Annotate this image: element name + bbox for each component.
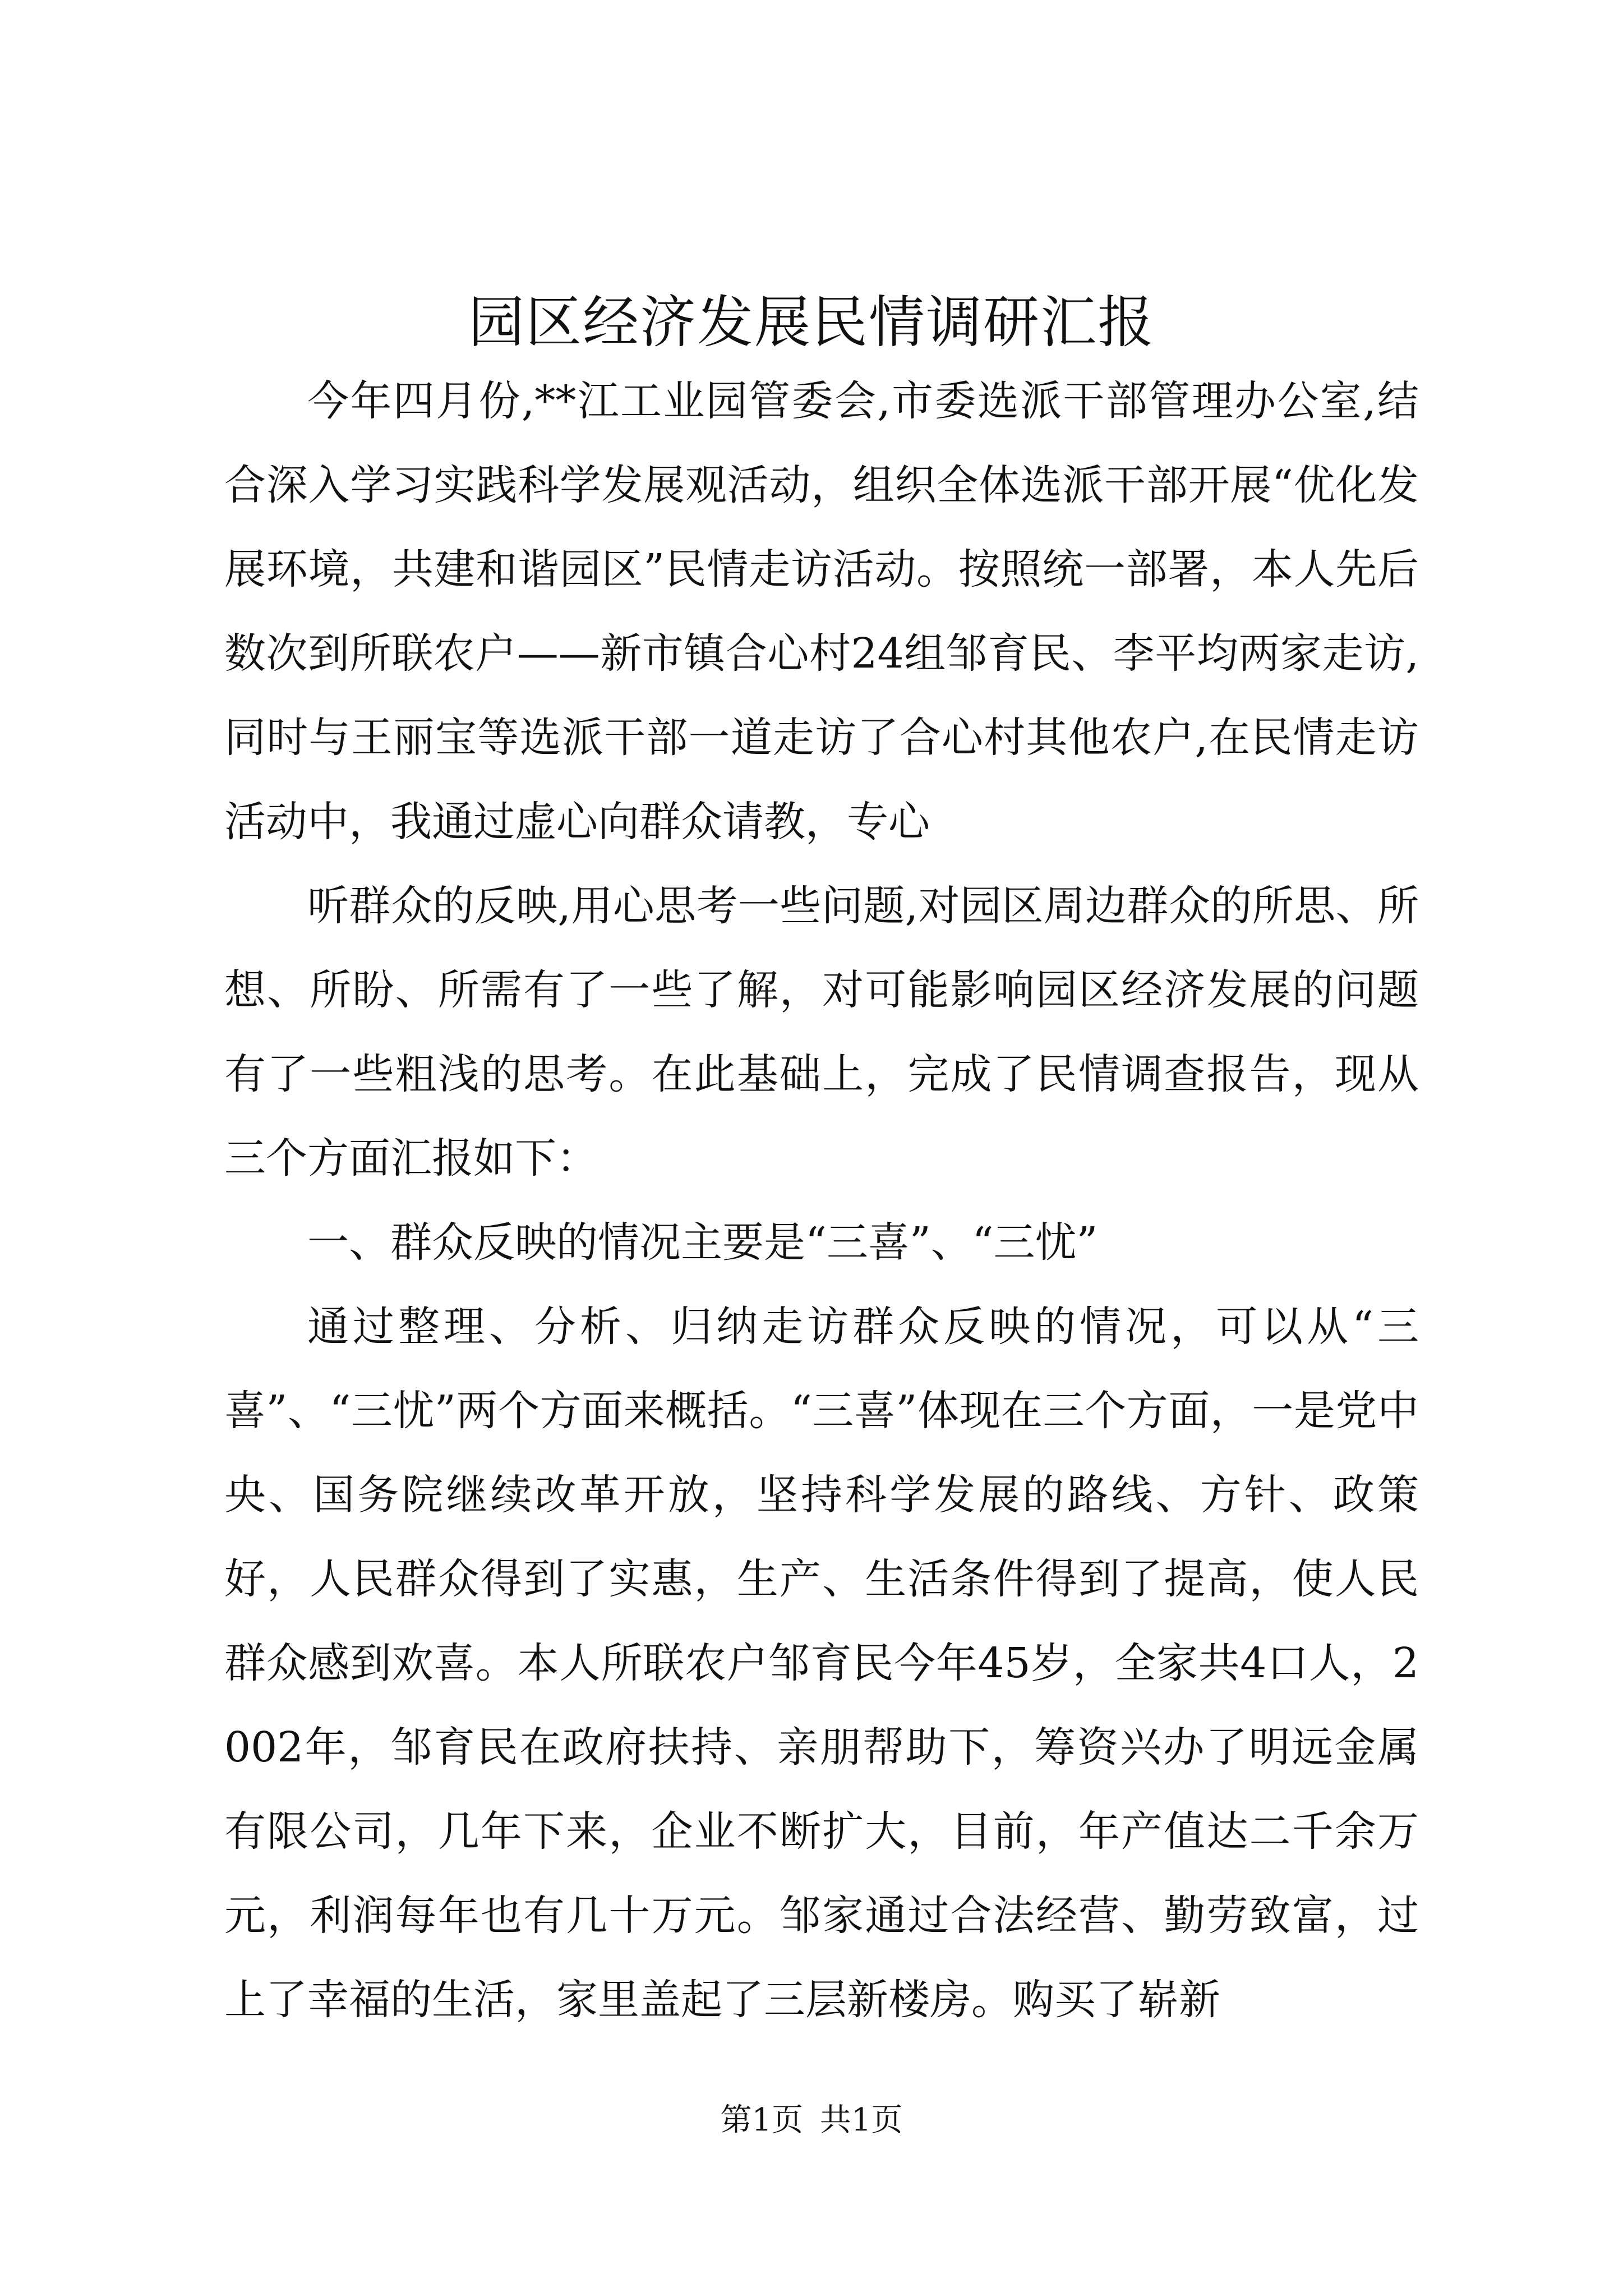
paragraph: 今年四月份,**江工业园管委会,市委选派干部管理办公室,结合深入学习实践科学发展观活动，组织全体选派干部开展“优化发展环境，共建和谐园区”民情走访活动。按照统一部署，本人先后数次到所联农户——新市镇合心村24组邹育民、李平均两家走访,同时与王丽宝等选派干部一道走访了合心村其他农户,在民情走访活动中，我通过虚心向群众请教，专心 [224,377,1419,846]
page-number: 第1页 [720,2102,804,2138]
page-total: 共1页 [819,2102,903,2138]
document-body [224,359,1419,2042]
document-title: 园区经济发展民情调研汇报 [468,289,1155,355]
page-footer [0,2101,1623,2140]
paragraph: 听群众的反映,用心思考一些问题,对园区周边群众的所思、所想、所盼、所需有了一些了解，对可能影响园区经济发展的问题有了一些粗浅的思考。在此基础上，完成了民情调查报告，现从三个方面汇报如下： [224,882,1419,1182]
paragraph: 通过整理、分析、归纳走访群众反映的情况，可以从“三喜”、“三忧”两个方面来概括。“三喜”体现在三个方面，一是党中央、国务院继续改革开放，坚持科学发展的路线、方针、政策好，人民群众得到了实惠，生产、生活条件得到了提高，使人民群众感到欢喜。本人所联农户邹育民今年45岁，全家共4口人，2002年，邹育民在政府扶持、亲朋帮助下，筹资兴办了明远金属有限公司，几年下来，企业不断扩大，目前，年产值达二千余万元，利润每年也有几十万元。邹家通过合法经营、勤劳致富，过上了幸福的生活，家里盖起了三层新楼房。购买了崭新 [224,1303,1419,2024]
section-heading: 一、群众反映的情况主要是“三喜”、“三忧” [307,1218,1098,1267]
